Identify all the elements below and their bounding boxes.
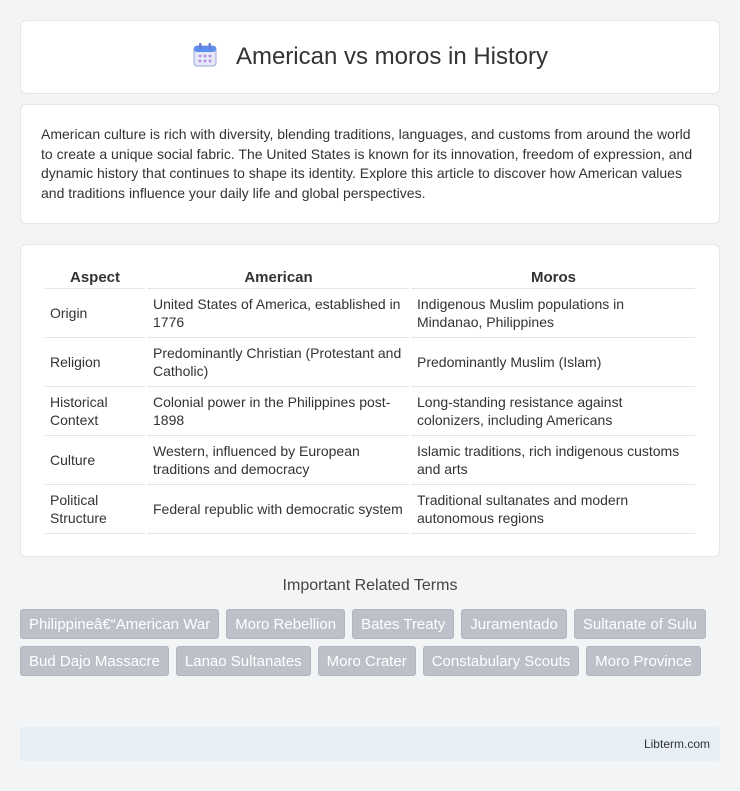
tag-philippine-american-war[interactable]: Philippineâ€“American War: [20, 609, 219, 639]
comparison-table: [42, 265, 698, 534]
tag-constabulary-scouts[interactable]: Constabulary Scouts: [423, 646, 579, 676]
table-cell: Religion: [45, 338, 145, 387]
footer-site-link[interactable]: Libterm.com: [643, 737, 710, 751]
column-header-aspect: Aspect: [45, 265, 145, 289]
table-row: [45, 387, 695, 436]
table-row: [45, 485, 695, 534]
footer: [20, 727, 720, 761]
table-cell: United States of America, established in 1776: [148, 289, 409, 338]
table-cell: Historical Context: [45, 387, 145, 436]
header-card: [20, 20, 720, 94]
tag-moro-province[interactable]: Moro Province: [586, 646, 701, 676]
column-header-moros: Moros: [412, 265, 695, 289]
tag-moro-rebellion[interactable]: Moro Rebellion: [226, 609, 345, 639]
table-cell: Political Structure: [45, 485, 145, 534]
table-cell: Islamic traditions, rich indigenous customs and arts: [412, 436, 695, 485]
table-cell: Traditional sultanates and modern autonomous regions: [412, 485, 695, 534]
tag-bates-treaty[interactable]: Bates Treaty: [352, 609, 454, 639]
table-cell: Long-standing resistance against colonizers, including Americans: [412, 387, 695, 436]
table-header-row: [45, 265, 695, 289]
table-cell: Federal republic with democratic system: [148, 485, 409, 534]
table-cell: Origin: [45, 289, 145, 338]
table-row: [45, 436, 695, 485]
table-row: [45, 338, 695, 387]
table-cell: Predominantly Muslim (Islam): [412, 338, 695, 387]
tag-moro-crater[interactable]: Moro Crater: [318, 646, 416, 676]
table-cell: Colonial power in the Philippines post-1898: [148, 387, 409, 436]
table-cell: Western, influenced by European traditions and democracy: [148, 436, 409, 485]
table-cell: Indigenous Muslim populations in Mindanao, Philippines: [412, 289, 695, 338]
tag-lanao-sultanates[interactable]: Lanao Sultanates: [176, 646, 311, 676]
comparison-table-card: [20, 244, 720, 557]
page-title: American vs moros in History: [235, 43, 549, 70]
related-tags: [20, 609, 720, 676]
tag-juramentado[interactable]: Juramentado: [461, 609, 567, 639]
intro-text: American culture is rich with diversity, blending traditions, languages, and customs from around the world to create a unique social fabric. The United States is known for its innovation, freedom of expression, and dynamic history that continues to shape its identity. Explore this article to discover how American values and traditions influence your daily life and global perspectives.: [41, 126, 693, 201]
related-terms-title: Important Related Terms: [282, 577, 458, 594]
tag-bud-dajo-massacre[interactable]: Bud Dajo Massacre: [20, 646, 169, 676]
table-cell: Predominantly Christian (Protestant and Catholic): [148, 338, 409, 387]
calendar-icon: [192, 42, 218, 73]
table-cell: Culture: [45, 436, 145, 485]
tag-sultanate-of-sulu[interactable]: Sultanate of Sulu: [574, 609, 706, 639]
intro-card: [20, 104, 720, 224]
column-header-american: American: [148, 265, 409, 289]
table-row: [45, 289, 695, 338]
